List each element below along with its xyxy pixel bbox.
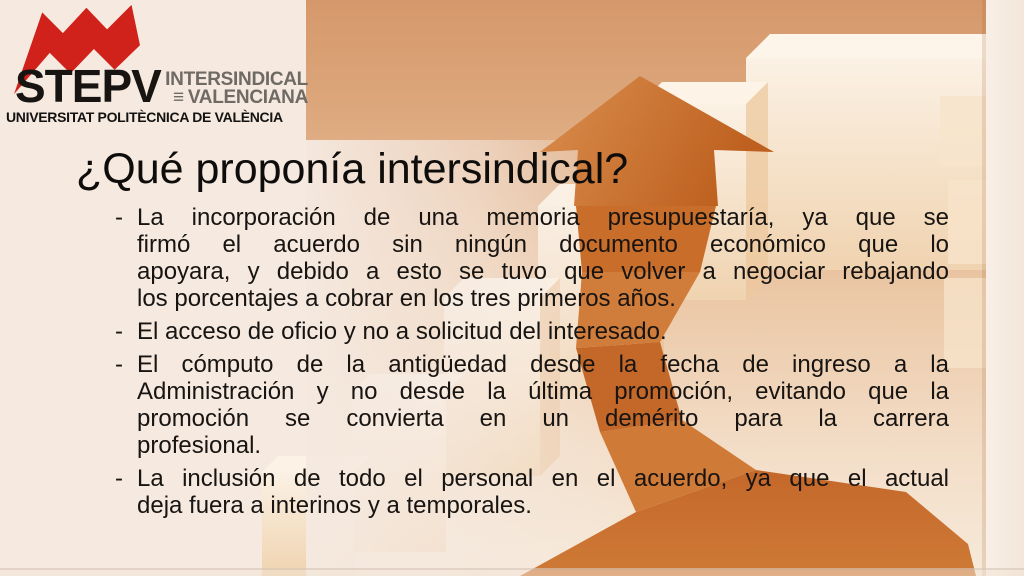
logo-university-name: UNIVERSITAT POLITÈCNICA DE VALÈNCIA — [6, 109, 283, 125]
slide-title: ¿Qué proponía intersindical? — [76, 145, 629, 193]
bullet-item-2 — [113, 318, 949, 345]
stepv-logo — [0, 0, 312, 140]
bottom-edge — [0, 570, 1024, 576]
logo-union-line2: VALENCIANA — [187, 87, 308, 108]
bullet-dash: - — [115, 204, 123, 231]
logo-union-line1: INTERSINDICAL — [165, 69, 308, 90]
logo-union-name — [160, 71, 308, 107]
right-cream-strip — [986, 0, 1024, 576]
bullet-dash: - — [115, 465, 123, 492]
stripes-icon: ≡ — [173, 87, 184, 108]
slide-body — [113, 204, 949, 525]
bullet-line: promoción se convierta en un demérito para la carrera — [137, 405, 949, 432]
bullet-line: La inclusión de todo el personal en el acuerdo, ya que el actual — [137, 465, 949, 492]
bullet-line: El cómputo de la antigüedad desde la fecha de ingreso a la — [137, 351, 949, 378]
logo-union-line2-wrap — [160, 89, 308, 107]
bullet-line: La incorporación de una memoria presupuestaría, ya que se — [137, 204, 949, 231]
bullet-line: los porcentajes a cobrar en los tres primeros años. — [137, 285, 676, 312]
bullet-dash: - — [115, 351, 123, 378]
bullet-item-4 — [113, 465, 949, 519]
bullet-line: apoyara, y debido a esto se tuvo que volver a negociar rebajando — [137, 258, 949, 285]
bullet-line: profesional. — [137, 432, 262, 459]
bullet-line: firmó el acuerdo sin ningún documento económico que lo — [137, 231, 949, 258]
bullet-line: Administración y no desde la última promoción, evitando que la — [137, 378, 949, 405]
bullet-item-1 — [113, 204, 949, 312]
bullet-item-3 — [113, 351, 949, 459]
bullet-line: deja fuera a interinos y a temporales. — [137, 492, 532, 519]
logo-org-name: STEPV — [15, 60, 161, 112]
bottom-hairline — [0, 568, 1024, 570]
bullet-line: El acceso de oficio y no a solicitud del interesado. — [137, 318, 667, 345]
bullet-dash: - — [115, 318, 123, 345]
